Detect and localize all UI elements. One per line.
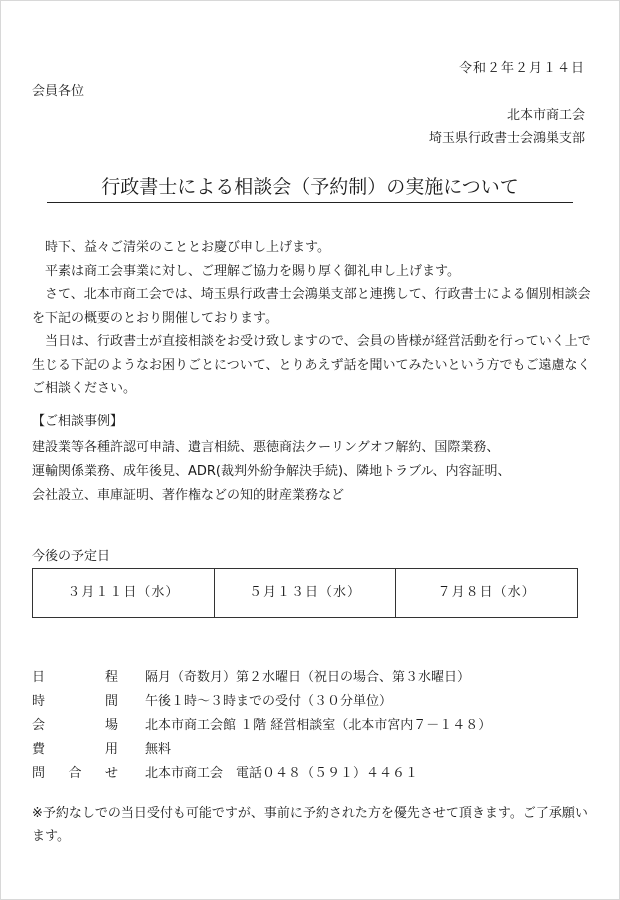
detail-label-char: 問: [32, 765, 46, 781]
schedule-table: [32, 568, 578, 618]
sender-block: [429, 104, 585, 150]
detail-value: 午後１時～３時までの受付（３０分単位）: [145, 693, 393, 709]
body-paragraph: 平素は商工会事業に対し、ご理解ご協力を賜り厚く御礼申し上げます。: [45, 263, 460, 279]
detail-row-fee: [32, 738, 602, 762]
detail-value: 北本市商工会 電話０４８（５９１）４４６１: [145, 765, 419, 781]
detail-label-char: 間: [104, 693, 118, 709]
cases-list: [32, 436, 597, 508]
detail-label-char: 会: [32, 717, 46, 733]
footnote: ※予約なしでの当日受付も可能ですが、事前に予約された方を優先させて頂きます。ご了承願います。: [32, 806, 588, 844]
detail-row-venue: [32, 714, 602, 738]
detail-label-char: 費: [32, 741, 46, 757]
detail-label-char: 合: [68, 765, 82, 781]
detail-row-contact: [32, 762, 602, 786]
detail-label-char: せ: [104, 765, 118, 781]
detail-label-char: 用: [104, 741, 118, 757]
detail-label-char: 日: [32, 669, 46, 685]
body-paragraph: さて、北本市商工会では、埼玉県行政書士会鴻巣支部と連携して、行政書士による個別相談会を下記の概要のとおり開催しております。: [32, 287, 591, 326]
schedule-label: 今後の予定日: [32, 549, 111, 564]
detail-value: 隔月（奇数月）第２水曜日（祝日の場合、第３水曜日）: [145, 669, 471, 685]
cases-line: 建設業等各種許認可申請、遺言相続、悪徳商法クーリングオフ解約、国際業務、: [32, 440, 500, 455]
cases-heading: 【ご相談事例】: [32, 414, 124, 429]
detail-label-char: 時: [32, 693, 46, 709]
detail-label: [32, 694, 118, 711]
detail-row-time: [32, 690, 602, 714]
cases-line: 運輸関係業務、成年後見、ADR(裁判外紛争解決手続)、隣地トラブル、内容証明、: [32, 464, 511, 479]
schedule-date-cell: ５月１３日（水）: [214, 569, 396, 617]
cases-line: 会社設立、車庫証明、著作権などの知的財産業務など: [32, 488, 345, 503]
body-paragraph: 当日は、行政書士が直接相談をお受け致しますので、会員の皆様が経営活動を行っていく上で生じる下記のようなお困りごとについて、とりあえず話を聞いてみたいという方でもご遠慮なくご相談ください。: [32, 334, 591, 396]
detail-label: [32, 670, 118, 687]
detail-label: [32, 742, 118, 759]
schedule-date-cell: ７月８日（水）: [395, 569, 577, 617]
body-paragraph: 時下、益々ご清栄のこととお慶び申し上げます。: [45, 240, 330, 255]
details-list: [32, 666, 602, 786]
detail-row-schedule: [32, 666, 602, 690]
detail-label: [32, 766, 118, 783]
detail-value: 無料: [145, 741, 172, 757]
detail-label: [32, 718, 118, 735]
detail-value: 北本市商工会館 １階 経営相談室（北本市宮内７－１４８）: [145, 717, 492, 733]
document-date: 令和２年２月１４日: [458, 61, 585, 76]
document-title: 行政書士による相談会（予約制）の実施について: [47, 175, 573, 203]
recipient-line: 会員各位: [32, 84, 85, 99]
schedule-date-cell: ３月１１日（水）: [67, 584, 180, 600]
sender-line-1: 北本市商工会: [506, 108, 585, 123]
sender-line-2: 埼玉県行政書士会鴻巣支部: [428, 131, 585, 146]
body-text: [32, 236, 592, 401]
detail-label-char: 程: [104, 669, 118, 685]
detail-label-char: 場: [104, 717, 118, 733]
